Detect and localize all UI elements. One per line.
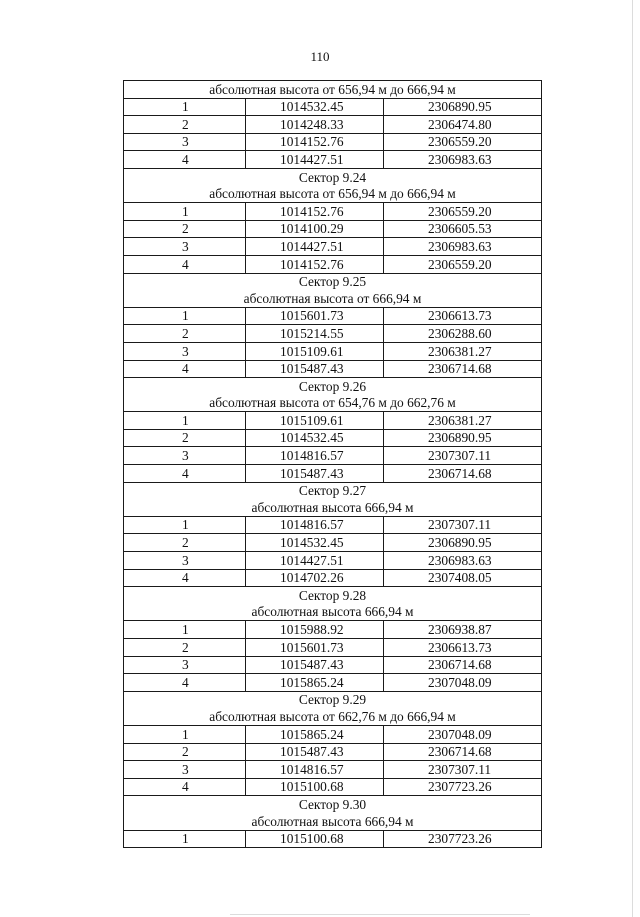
x-coordinate-cell: 1014816.57 [246, 516, 384, 534]
table-row [124, 255, 542, 273]
y-coordinate-cell: 2307048.09 [384, 674, 542, 692]
x-coordinate-cell: 1014152.76 [246, 203, 384, 221]
y-coordinate-cell: 2307307.11 [384, 761, 542, 779]
x-coordinate-cell: 1014816.57 [246, 447, 384, 465]
x-coordinate-cell: 1014532.45 [246, 98, 384, 116]
x-coordinate-cell: 1015487.43 [246, 656, 384, 674]
y-coordinate-cell: 2307723.26 [384, 830, 542, 848]
point-number-cell: 3 [124, 656, 246, 674]
x-coordinate-cell: 1015865.24 [246, 674, 384, 692]
point-number-cell: 3 [124, 552, 246, 570]
table-row [124, 151, 542, 169]
table-row [124, 133, 542, 151]
sector-title: Сектор 9.30 [124, 796, 542, 813]
point-number-cell: 3 [124, 761, 246, 779]
point-number-cell: 1 [124, 830, 246, 848]
x-coordinate-cell: 1015487.43 [246, 743, 384, 761]
sector-title-row [124, 482, 542, 499]
sector-title-row [124, 168, 542, 185]
x-coordinate-cell: 1014532.45 [246, 429, 384, 447]
sector-title: Сектор 9.25 [124, 273, 542, 290]
x-coordinate-cell: 1014532.45 [246, 534, 384, 552]
y-coordinate-cell: 2306381.27 [384, 412, 542, 430]
x-coordinate-cell: 1015109.61 [246, 342, 384, 360]
point-number-cell: 2 [124, 743, 246, 761]
x-coordinate-cell: 1015487.43 [246, 465, 384, 483]
table-row [124, 534, 542, 552]
point-number-cell: 4 [124, 465, 246, 483]
coordinates-table-body [124, 81, 542, 848]
sector-coordinates-table [123, 80, 542, 848]
scan-edge-line-bottom [230, 914, 530, 915]
table-row [124, 761, 542, 779]
table-row [124, 743, 542, 761]
point-number-cell: 4 [124, 255, 246, 273]
sector-title-row [124, 273, 542, 290]
x-coordinate-cell: 1014427.51 [246, 151, 384, 169]
x-coordinate-cell: 1015988.92 [246, 621, 384, 639]
point-number-cell: 3 [124, 238, 246, 256]
altitude-header-row [124, 813, 542, 830]
table-row [124, 656, 542, 674]
y-coordinate-cell: 2306714.68 [384, 465, 542, 483]
y-coordinate-cell: 2306983.63 [384, 151, 542, 169]
altitude-range-label: абсолютная высота 666,94 м [124, 499, 542, 516]
point-number-cell: 4 [124, 569, 246, 587]
table-row [124, 98, 542, 116]
altitude-range-label: абсолютная высота от 662,76 м до 666,94 м [124, 708, 542, 725]
point-number-cell: 1 [124, 203, 246, 221]
sector-title-row [124, 691, 542, 708]
y-coordinate-cell: 2306938.87 [384, 621, 542, 639]
y-coordinate-cell: 2306613.73 [384, 307, 542, 325]
table-row [124, 238, 542, 256]
sector-title: Сектор 9.26 [124, 378, 542, 395]
table-row [124, 830, 542, 848]
table-row [124, 203, 542, 221]
scan-edge-line-right [632, 0, 633, 917]
y-coordinate-cell: 2306714.68 [384, 743, 542, 761]
altitude-range-label: абсолютная высота от 656,94 м до 666,94 м [124, 186, 542, 203]
point-number-cell: 2 [124, 639, 246, 657]
table-row [124, 447, 542, 465]
point-number-cell: 4 [124, 674, 246, 692]
x-coordinate-cell: 1015601.73 [246, 307, 384, 325]
x-coordinate-cell: 1015865.24 [246, 725, 384, 743]
sector-title: Сектор 9.24 [124, 168, 542, 185]
y-coordinate-cell: 2306983.63 [384, 552, 542, 570]
point-number-cell: 3 [124, 133, 246, 151]
point-number-cell: 3 [124, 447, 246, 465]
sector-title: Сектор 9.27 [124, 482, 542, 499]
y-coordinate-cell: 2306714.68 [384, 656, 542, 674]
altitude-header-row [124, 604, 542, 621]
table-row [124, 429, 542, 447]
sector-title-row [124, 796, 542, 813]
sector-title-row [124, 587, 542, 604]
sector-title: Сектор 9.28 [124, 587, 542, 604]
y-coordinate-cell: 2306559.20 [384, 255, 542, 273]
table-row [124, 307, 542, 325]
sector-title-row [124, 378, 542, 395]
table-row [124, 360, 542, 378]
y-coordinate-cell: 2307408.05 [384, 569, 542, 587]
table-row [124, 342, 542, 360]
altitude-header-row [124, 290, 542, 307]
altitude-header-row [124, 708, 542, 725]
point-number-cell: 3 [124, 342, 246, 360]
y-coordinate-cell: 2307307.11 [384, 516, 542, 534]
point-number-cell: 1 [124, 412, 246, 430]
point-number-cell: 1 [124, 98, 246, 116]
x-coordinate-cell: 1014152.76 [246, 255, 384, 273]
altitude-range-label: абсолютная высота от 656,94 м до 666,94 м [124, 81, 542, 99]
y-coordinate-cell: 2306381.27 [384, 342, 542, 360]
y-coordinate-cell: 2306890.95 [384, 534, 542, 552]
altitude-header-row [124, 186, 542, 203]
point-number-cell: 1 [124, 725, 246, 743]
x-coordinate-cell: 1015487.43 [246, 360, 384, 378]
y-coordinate-cell: 2307723.26 [384, 778, 542, 796]
x-coordinate-cell: 1014152.76 [246, 133, 384, 151]
table-row [124, 325, 542, 343]
point-number-cell: 4 [124, 360, 246, 378]
x-coordinate-cell: 1014702.26 [246, 569, 384, 587]
point-number-cell: 2 [124, 220, 246, 238]
table-row [124, 220, 542, 238]
x-coordinate-cell: 1014816.57 [246, 761, 384, 779]
table-row [124, 725, 542, 743]
y-coordinate-cell: 2306714.68 [384, 360, 542, 378]
table-row [124, 465, 542, 483]
point-number-cell: 2 [124, 429, 246, 447]
x-coordinate-cell: 1014427.51 [246, 552, 384, 570]
sector-title: Сектор 9.29 [124, 691, 542, 708]
y-coordinate-cell: 2306288.60 [384, 325, 542, 343]
x-coordinate-cell: 1015214.55 [246, 325, 384, 343]
altitude-range-label: абсолютная высота 666,94 м [124, 813, 542, 830]
y-coordinate-cell: 2307307.11 [384, 447, 542, 465]
point-number-cell: 4 [124, 151, 246, 169]
altitude-header-row [124, 81, 542, 99]
x-coordinate-cell: 1015100.68 [246, 830, 384, 848]
y-coordinate-cell: 2306890.95 [384, 429, 542, 447]
table-row [124, 778, 542, 796]
altitude-range-label: абсолютная высота 666,94 м [124, 604, 542, 621]
table-row [124, 116, 542, 134]
table-row [124, 639, 542, 657]
table-row [124, 552, 542, 570]
y-coordinate-cell: 2306559.20 [384, 203, 542, 221]
table-row [124, 674, 542, 692]
y-coordinate-cell: 2306605.53 [384, 220, 542, 238]
y-coordinate-cell: 2306983.63 [384, 238, 542, 256]
point-number-cell: 4 [124, 778, 246, 796]
y-coordinate-cell: 2306890.95 [384, 98, 542, 116]
y-coordinate-cell: 2307048.09 [384, 725, 542, 743]
point-number-cell: 1 [124, 621, 246, 639]
point-number-cell: 1 [124, 307, 246, 325]
y-coordinate-cell: 2306474.80 [384, 116, 542, 134]
point-number-cell: 1 [124, 516, 246, 534]
x-coordinate-cell: 1014100.29 [246, 220, 384, 238]
y-coordinate-cell: 2306559.20 [384, 133, 542, 151]
page-number: 110 [310, 49, 330, 64]
point-number-cell: 2 [124, 325, 246, 343]
table-row [124, 412, 542, 430]
altitude-header-row [124, 499, 542, 516]
x-coordinate-cell: 1015601.73 [246, 639, 384, 657]
x-coordinate-cell: 1015100.68 [246, 778, 384, 796]
table-row [124, 621, 542, 639]
altitude-range-label: абсолютная высота от 654,76 м до 662,76 м [124, 395, 542, 412]
point-number-cell: 2 [124, 534, 246, 552]
x-coordinate-cell: 1014248.33 [246, 116, 384, 134]
y-coordinate-cell: 2306613.73 [384, 639, 542, 657]
altitude-header-row [124, 395, 542, 412]
x-coordinate-cell: 1014427.51 [246, 238, 384, 256]
x-coordinate-cell: 1015109.61 [246, 412, 384, 430]
altitude-range-label: абсолютная высота от 666,94 м [124, 290, 542, 307]
table-row [124, 569, 542, 587]
point-number-cell: 2 [124, 116, 246, 134]
table-row [124, 516, 542, 534]
